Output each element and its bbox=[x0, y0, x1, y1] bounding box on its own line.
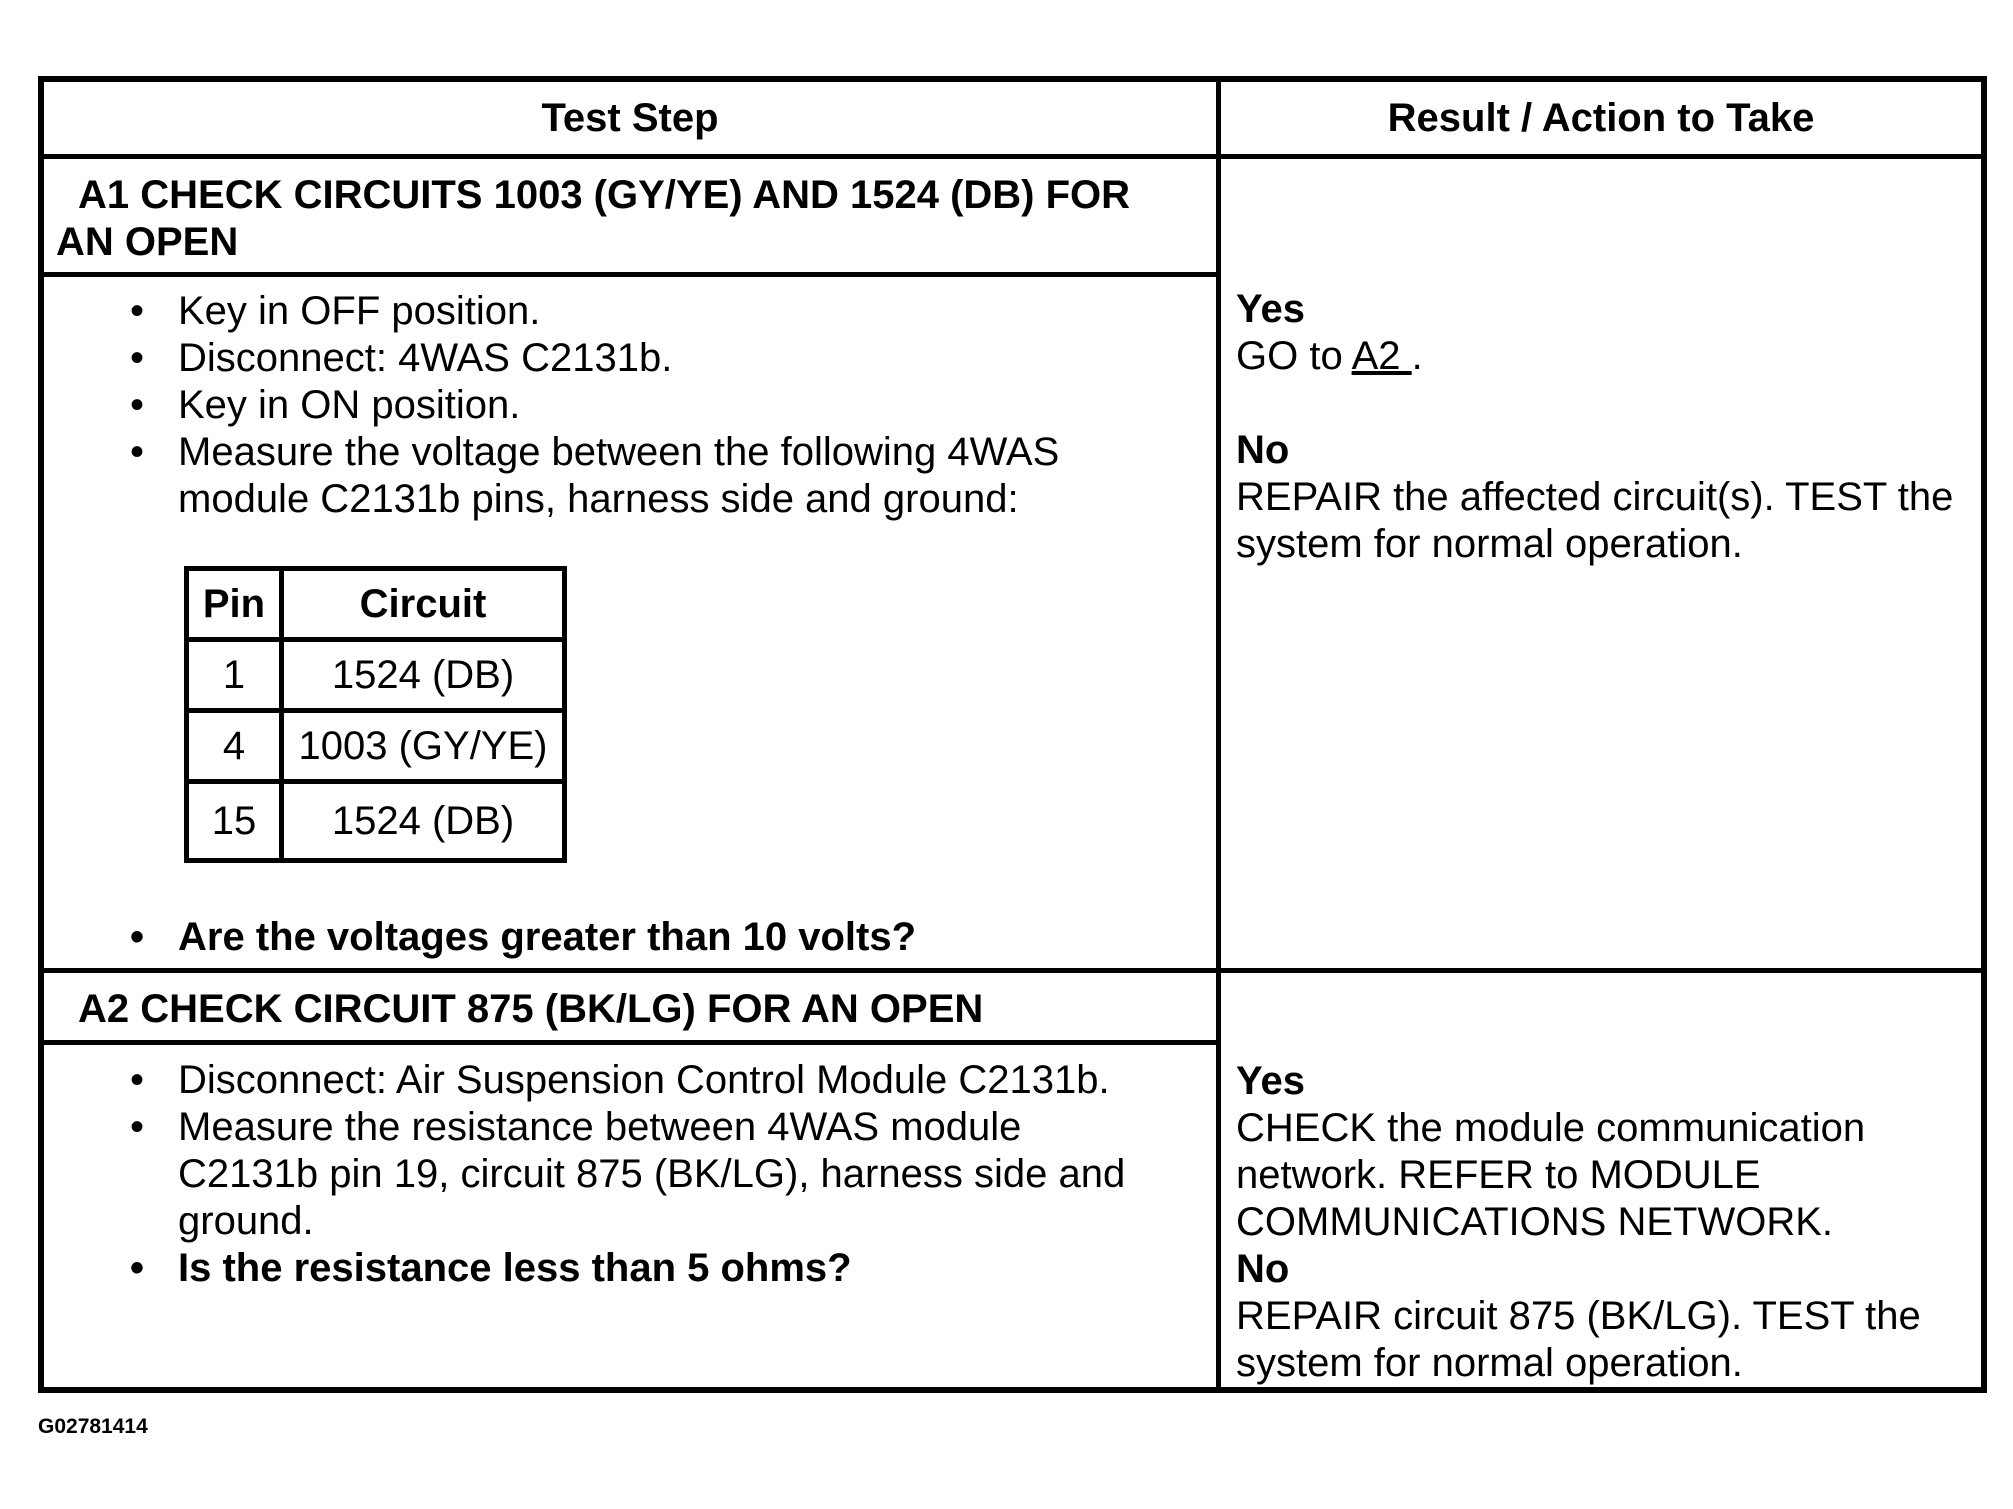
step-a1-question bbox=[44, 914, 1158, 961]
no-action: REPAIR the affected circuit(s). TEST the system for normal operation. bbox=[1236, 475, 1954, 566]
header-divider bbox=[44, 154, 1981, 159]
table-row bbox=[187, 640, 565, 711]
pin-circuit-table bbox=[184, 566, 567, 863]
yes-label: Yes bbox=[1236, 287, 1305, 331]
step-a1-instructions bbox=[44, 288, 1158, 523]
figure-code: G02781414 bbox=[38, 1415, 148, 1438]
list-item: • Measure the resistance between 4WAS module C2131b pin 19, circuit 875 (BK/LG), harness side and ground. bbox=[130, 1105, 1126, 1243]
no-label: No bbox=[1236, 428, 1290, 472]
pin-cell: 15 bbox=[187, 782, 282, 861]
table-row bbox=[187, 711, 565, 782]
yes-action: GO to A2 . bbox=[1236, 334, 1423, 378]
step-a1-title: A1 CHECK CIRCUITS 1003 (GY/YE) AND 1524 (DB) FOR AN OPEN bbox=[56, 173, 1131, 264]
no-label: No bbox=[1236, 1247, 1290, 1291]
pin-cell: 1 bbox=[187, 640, 282, 711]
list-item: • Disconnect: 4WAS C2131b. bbox=[130, 336, 673, 380]
list-item: • Key in OFF position. bbox=[130, 289, 541, 333]
column-divider bbox=[1216, 82, 1221, 1387]
step-a1-title-divider bbox=[44, 272, 1216, 277]
step-a2-title: A2 CHECK CIRCUIT 875 (BK/LG) FOR AN OPEN bbox=[78, 987, 984, 1031]
step-a2-result bbox=[1236, 1058, 1976, 1387]
step-a1-result bbox=[1236, 286, 1976, 568]
step-divider bbox=[44, 968, 1981, 973]
yes-label: Yes bbox=[1236, 1059, 1305, 1103]
yes-action: CHECK the module communication network. REFER to MODULE COMMUNICATIONS NETWORK. bbox=[1236, 1106, 1866, 1244]
circuit-cell: 1524 (DB) bbox=[282, 782, 565, 861]
step-a2-title-divider bbox=[44, 1040, 1216, 1045]
list-item: • Are the voltages greater than 10 volts? bbox=[130, 915, 917, 959]
goto-a2-link[interactable]: A2 bbox=[1351, 334, 1412, 378]
table-row bbox=[187, 569, 565, 640]
header-result: Result / Action to Take bbox=[1387, 95, 1815, 140]
pin-header: Pin bbox=[187, 569, 282, 640]
header-test-step: Test Step bbox=[541, 95, 719, 140]
table-row bbox=[187, 782, 565, 861]
list-item: • Measure the voltage between the following 4WAS module C2131b pins, harness side and ground: bbox=[130, 430, 1060, 521]
list-item: • Disconnect: Air Suspension Control Module C2131b. bbox=[130, 1058, 1110, 1102]
circuit-cell: 1524 (DB) bbox=[282, 640, 565, 711]
circuit-cell: 1003 (GY/YE) bbox=[282, 711, 565, 782]
list-item: • Key in ON position. bbox=[130, 383, 521, 427]
no-action: REPAIR circuit 875 (BK/LG). TEST the system for normal operation. bbox=[1236, 1294, 1921, 1385]
circuit-header: Circuit bbox=[282, 569, 565, 640]
step-a2-instructions bbox=[44, 1057, 1158, 1292]
list-item: • Is the resistance less than 5 ohms? bbox=[130, 1246, 852, 1290]
diagnostic-table bbox=[38, 76, 1987, 1393]
pin-cell: 4 bbox=[187, 711, 282, 782]
